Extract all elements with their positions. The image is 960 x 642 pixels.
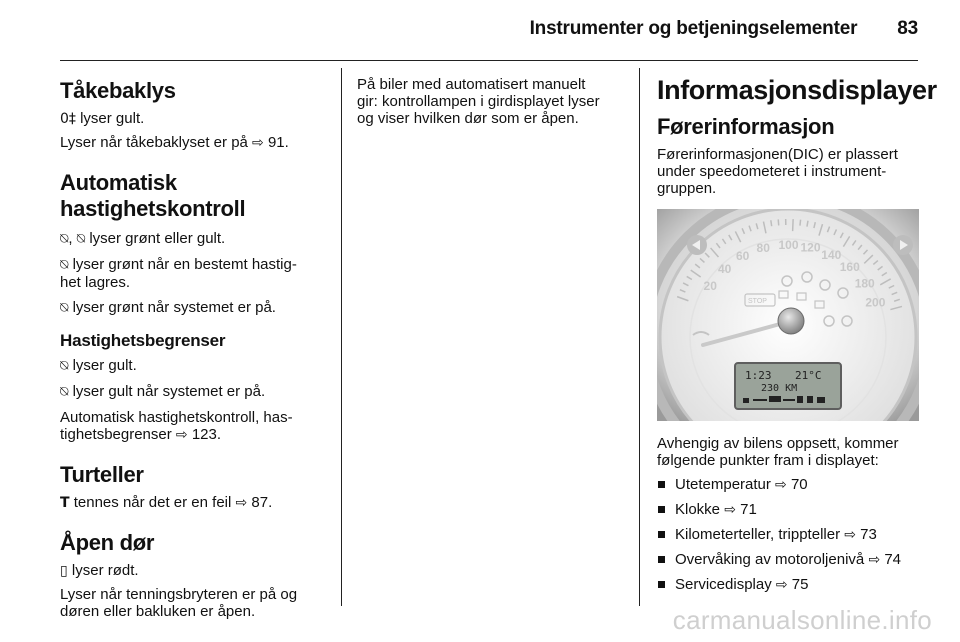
turteller-line1: tennes når det er en feil: [73, 494, 232, 511]
speed-label: 140: [821, 247, 842, 262]
svg-text:STOP: STOP: [748, 298, 767, 305]
speed-label: 100: [778, 238, 799, 253]
cruise-control-active-icon: ⍉: [76, 231, 86, 247]
list-item-ref[interactable]: 71: [740, 501, 757, 518]
list-item: [657, 526, 921, 544]
limiter-line3a: Automatisk hastighetskontroll, has-: [60, 409, 293, 426]
page-header-title: Instrumenter og betjeningselementer: [529, 18, 858, 39]
list-item: [657, 501, 921, 519]
cruise-control-active-icon: ⍉: [60, 300, 69, 316]
gauge-tick: [793, 219, 794, 231]
bullet-square-icon: [658, 481, 665, 488]
list-item-label: Klokke: [675, 501, 721, 518]
speed-label: 20: [703, 278, 717, 293]
heading-apen-dor: Åpen dør: [60, 530, 155, 555]
column-2: [357, 72, 625, 127]
speed-limiter-icon: ⍉: [60, 358, 69, 374]
page-ref-arrow-icon: ⇨: [775, 477, 787, 493]
speed-label: 40: [717, 262, 732, 277]
list-item-label: Overvåking av motoroljenivå: [675, 551, 865, 568]
instrument-cluster-photo: [657, 209, 919, 421]
column-3: [657, 72, 937, 594]
cruise-control-icon: ⍉: [60, 257, 69, 273]
page-ref-arrow-icon: ⇨: [724, 502, 736, 518]
list-item-ref[interactable]: 70: [790, 476, 808, 493]
heading-turteller: Turteller: [60, 462, 144, 487]
page-number: 83: [897, 18, 918, 39]
speed-label: 80: [756, 241, 770, 256]
column-divider-1: [341, 68, 342, 606]
limiter-ref[interactable]: 123.: [191, 426, 222, 443]
header-rule: [60, 60, 918, 61]
auto-line2a: lyser grønt når en bestemt hastig-: [72, 256, 297, 273]
col2-paragraph: På biler med automatisert manuelt gir: kontrollampen i girdisplayet lyser og viser hvilken dør som er åpen.: [357, 76, 600, 127]
list-item: [657, 576, 921, 594]
list-item-label: Servicedisplay: [675, 576, 772, 593]
limiter-line1: lyser gult.: [72, 357, 137, 374]
door-line2a: Lyser når tenningsbryteren er på og: [60, 586, 298, 603]
display-time: 1:23: [745, 369, 772, 382]
page-ref-arrow-icon: ⇨: [252, 135, 264, 151]
takebaklys-ref[interactable]: 91.: [267, 134, 289, 151]
gauge-tick: [771, 220, 772, 226]
door-open-icon: ▯: [60, 563, 68, 579]
page-ref-arrow-icon: ⇨: [235, 495, 248, 511]
limiter-line2: lyser gult når systemet er på.: [72, 383, 266, 400]
turteller-ref[interactable]: 87.: [251, 494, 273, 511]
list-item: [657, 476, 921, 494]
auto-line2b: het lagres.: [60, 274, 131, 291]
takebaklys-line1: lyser gult.: [80, 110, 145, 127]
auto-line1: lyser grønt eller gult.: [89, 230, 226, 247]
list-item: [657, 551, 921, 569]
display-odometer: 230 KM: [761, 383, 798, 394]
door-line1: lyser rødt.: [71, 562, 139, 579]
col3-after: Avhengig av bilens oppsett, kommer følgende punkter fram i displayet:: [657, 435, 899, 469]
page-ref-arrow-icon: ⇨: [175, 427, 188, 443]
speed-label: 120: [800, 240, 821, 255]
col3-intro: Førerinformasjonen(DIC) er plassert under speedometeret i instrument- gruppen.: [657, 146, 898, 197]
list-item-label: Utetemperatur: [675, 476, 771, 493]
bullet-square-icon: [658, 531, 665, 538]
list-item-label: Kilometerteller, trippteller: [675, 526, 841, 543]
page-ref-arrow-icon: ⇨: [844, 527, 856, 543]
heading-informasjonsdisplayer: Informasjonsdisplayer: [657, 75, 937, 105]
speed-label: 180: [854, 276, 875, 291]
heading-takebaklys: Tåkebaklys: [60, 78, 176, 103]
heading-hastighetsbegrenser: Hastighetsbegrenser: [60, 331, 226, 350]
watermark-text: carmanualsonline.info: [672, 605, 932, 635]
heading-forerinformasjon: Førerinformasjon: [657, 114, 835, 139]
page-ref-arrow-icon: ⇨: [868, 552, 881, 568]
speed-label: 200: [865, 295, 886, 310]
bullet-square-icon: [658, 581, 665, 588]
column-divider-2: [639, 68, 640, 606]
display-items-list: [657, 476, 921, 594]
auto-line3: lyser grønt når systemet er på.: [72, 299, 276, 316]
bullet-square-icon: [658, 506, 665, 513]
tachometer-warning-icon: T: [60, 495, 70, 511]
list-item-ref[interactable]: 74: [884, 551, 902, 568]
takebaklys-line2: Lyser når tåkebaklyset er på: [60, 134, 248, 151]
gauge-tick: [800, 220, 801, 226]
page-ref-arrow-icon: ⇨: [775, 577, 788, 593]
rear-fog-light-icon: 0‡: [60, 111, 76, 127]
door-line2b: døren eller bakluken er åpen.: [60, 603, 256, 620]
cruise-control-icon: ⍉: [60, 231, 69, 247]
gauge-tick: [807, 221, 808, 227]
heading-automatisk: Automatisk hastighetskontroll: [60, 170, 246, 221]
speed-label: 160: [839, 260, 860, 275]
speed-limiter-icon: ⍉: [60, 384, 69, 400]
speed-label: 60: [736, 249, 750, 264]
list-item-ref[interactable]: 75: [791, 576, 809, 593]
page-header: [530, 18, 918, 40]
limiter-line3b: tighetsbegrenser: [60, 426, 172, 443]
display-temp: 21°C: [795, 369, 822, 382]
list-item-ref[interactable]: 73: [860, 526, 877, 543]
column-1: Tåkebaklys 0‡ lyser gult. Lyser når tåkebaklyset er på ⇨ 91. Automatisk hastighetskontroll ⍉, ⍉ lyser grønt eller gult. ⍉ lyser grønt når en bestemt hastig- het lagres. ⍉ lyser grønt når systemet er på. Hastighetsbegrenser ⍉ lyser gult. ⍉ lyser gult når systemet er på. Automatisk hastighetskontroll, has- tighetsbegrenser ⇨ 123. Turteller T tennes når det er en feil ⇨ 87. Åpen dør ▯ lyser rødt. Lyser når tenningsbryteren er på og døren eller bakluken er åpen.: [60, 72, 326, 620]
bullet-square-icon: [658, 556, 665, 563]
